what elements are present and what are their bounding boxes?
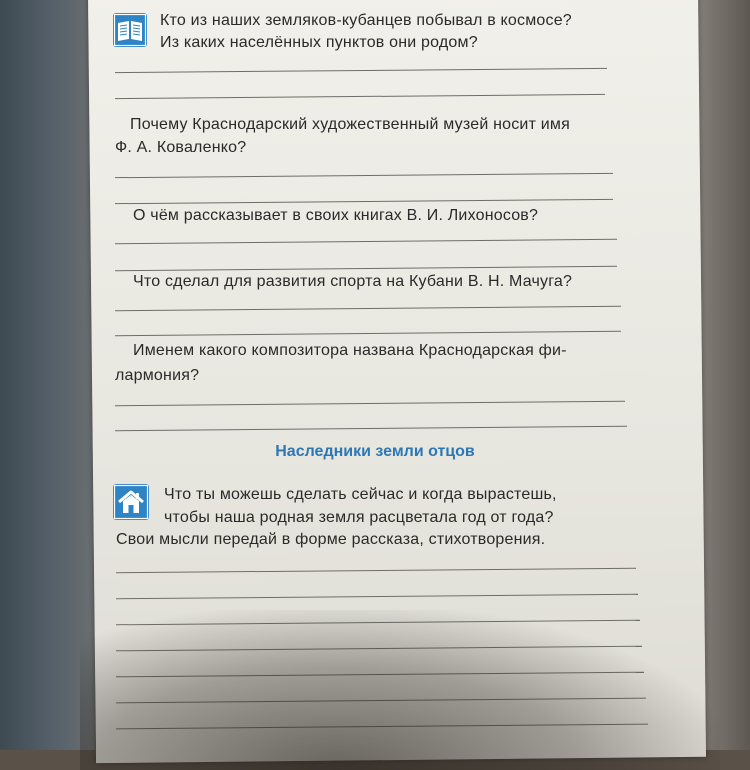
task-line-2: чтобы наша родная земля расцветала год от года?: [164, 509, 554, 526]
task-line-1: Что ты можешь сделать сейчас и когда вырастешь,: [164, 486, 557, 503]
question-2-line-1: Почему Краснодарский художественный музей носит имя: [130, 116, 570, 133]
open-book-icon: [113, 13, 147, 47]
question-1-line-2: Из каких населённых пунктов они родом?: [160, 34, 478, 51]
background-left: [0, 0, 95, 750]
question-4-line-1: Что сделал для развития спорта на Кубани В. Н. Мачуга?: [133, 273, 573, 290]
question-1-line-1: Кто из наших земляков-кубанцев побывал в космосе?: [160, 12, 572, 29]
question-5-line-1: Именем какого композитора названа Краснодарская фи-: [133, 342, 567, 359]
question-2-line-2: Ф. А. Коваленко?: [115, 139, 247, 156]
question-5-line-2: лармония?: [115, 367, 200, 384]
section-title: Наследники земли отцов: [275, 443, 475, 460]
house-icon: [113, 484, 149, 520]
task-line-3: Свои мысли передай в форме рассказа, стихотворения.: [116, 531, 546, 548]
question-3-line-1: О чём рассказывает в своих книгах В. И. Лихоносов?: [133, 207, 539, 224]
